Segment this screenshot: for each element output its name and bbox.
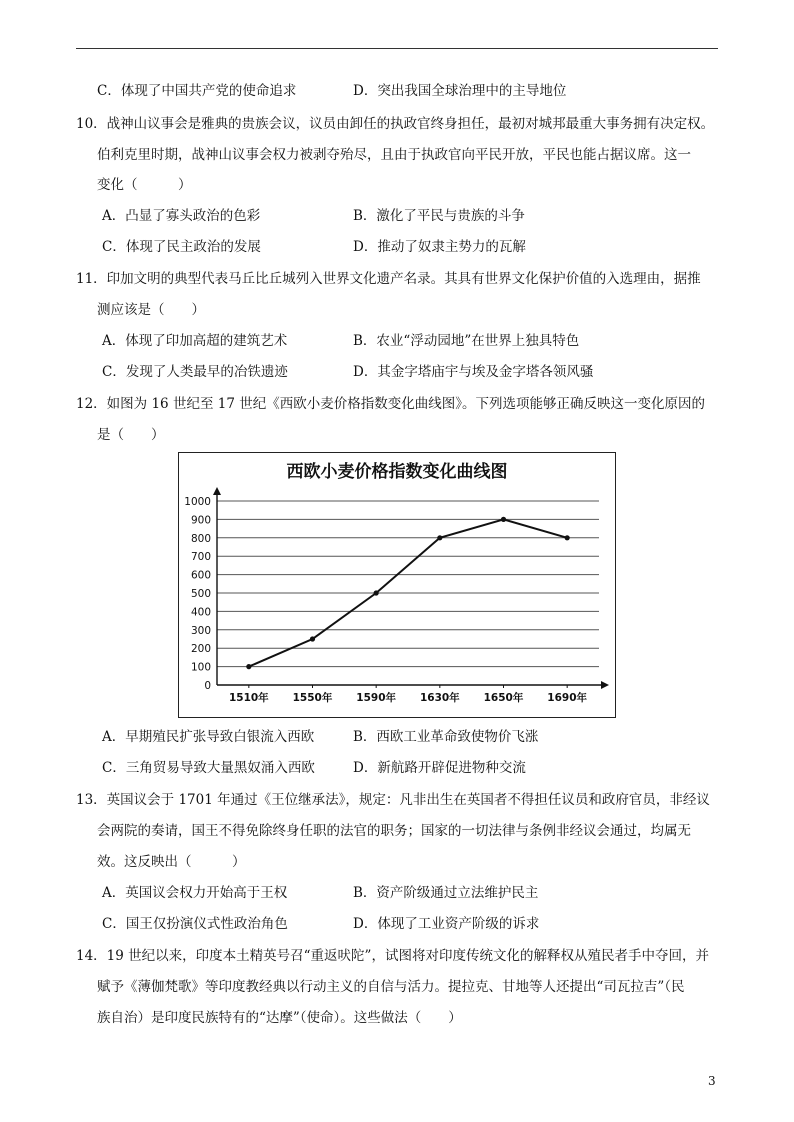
- q13-option-c: C．国王仅扮演仪式性政治角色: [102, 916, 288, 932]
- x-tick-label: 1650年: [483, 692, 524, 704]
- x-tick-label: 1690年: [547, 692, 588, 704]
- data-point: [437, 535, 442, 540]
- q13-option-b: B．资产阶级通过立法维护民主: [353, 885, 539, 901]
- q12-option-b: B．西欧工业革命致使物价飞涨: [353, 729, 539, 745]
- y-tick-label: 500: [190, 588, 211, 600]
- q12-option-c: C．三角贸易导致大量黑奴涌入西欧: [102, 760, 315, 776]
- y-tick-label: 300: [190, 624, 211, 637]
- y-tick-label: 400: [190, 606, 211, 619]
- q14-stem-line-1: 14．19 世纪以来，印度本土精英号召“重返吠陀”，试图将对印度传统文化的解释权从殖民者手中夺回，并: [76, 948, 709, 964]
- y-tick-label: 1000: [184, 496, 211, 508]
- q10-option-a: A．凸显了寡头政治的色彩: [102, 208, 261, 224]
- q10-stem-line-1: 10．战神山议事会是雅典的贵族会议，议员由卸任的执政官终身担任，最初对城邦最重大事务拥有决定权。: [76, 116, 715, 132]
- q13-option-a: A．英国议会权力开始高于王权: [102, 885, 288, 901]
- x-tick-label: 1550年: [292, 692, 333, 704]
- chart-axes: [213, 487, 609, 689]
- q10-stem-line-3: 变化（ ）: [97, 177, 192, 193]
- q9-option-c: C．体现了中国共产党的使命追求: [97, 83, 297, 99]
- data-point: [310, 636, 315, 641]
- q12-option-d: D．新航路开辟促进物种交流: [353, 760, 526, 776]
- data-point: [374, 590, 379, 595]
- q10-stem-line-2: 伯利克里时期，战神山议事会权力被剥夺殆尽，且由于执政官向平民开放，平民也能占据议席。这一: [97, 147, 691, 163]
- y-tick-label: 100: [190, 661, 211, 674]
- x-tick-label: 1510年: [228, 692, 269, 704]
- q10-option-d: D．推动了奴隶主势力的瓦解: [353, 239, 526, 255]
- y-tick-label: 700: [190, 551, 211, 564]
- q11-option-c: C．发现了人类最早的冶铁遗迹: [102, 364, 288, 380]
- q11-option-b: B．农业“浮动园地”在世界上独具特色: [353, 333, 580, 349]
- q12-option-a: A．早期殖民扩张导致白银流入西欧: [102, 729, 315, 745]
- q12-stem-line-2: 是（ ）: [97, 427, 165, 443]
- wheat-price-chart: [178, 452, 616, 718]
- q11-option-a: A．体现了印加高超的建筑艺术: [102, 333, 288, 349]
- x-tick-label: 1630年: [419, 692, 460, 704]
- q10-option-b: B．激化了平民与贵族的斗争: [353, 208, 525, 224]
- q12-stem-line-1: 12．如图为 16 世纪至 17 世纪《西欧小麦价格指数变化曲线图》。下列选项能够正确反映这一变化原因的: [76, 396, 705, 412]
- wheat-price-chart-svg: [179, 453, 615, 717]
- y-tick-label: 800: [190, 532, 211, 545]
- q13-stem-line-3: 效。这反映出（ ）: [97, 854, 246, 870]
- q13-stem-line-2: 会两院的奏请，国王不得免除终身任职的法官的职务；国家的一切法律与条例非经议会通过，均属无: [97, 823, 691, 839]
- x-tick-label: 1590年: [356, 692, 397, 704]
- data-point: [246, 664, 251, 669]
- q11-option-d: D．其金字塔庙宇与埃及金字塔各领风骚: [353, 364, 594, 380]
- q13-option-d: D．体现了工业资产阶级的诉求: [353, 916, 540, 932]
- data-point: [565, 535, 570, 540]
- q11-stem-line-2: 测应该是（ ）: [97, 302, 205, 318]
- page-number: 3: [708, 1074, 716, 1088]
- q14-stem-line-3: 族自治）是印度民族特有的“达摩”（使命）。这些做法（ ）: [97, 1010, 462, 1026]
- y-tick-label: 200: [190, 643, 211, 656]
- chart-gridlines: [217, 501, 599, 667]
- x-axis-arrow: [601, 681, 609, 689]
- q11-stem-line-1: 11．印加文明的典型代表马丘比丘城列入世界文化遗产名录。其具有世界文化保护价值的入选理由，据推: [76, 271, 701, 287]
- chart-y-tick-labels: [184, 496, 211, 692]
- q14-stem-line-2: 赋予《薄伽梵歌》等印度教经典以行动主义的自信与活力。提拉克、甘地等人还提出“司瓦拉吉”（民: [97, 979, 685, 995]
- y-tick-label: 900: [190, 514, 211, 527]
- q10-option-c: C．体现了民主政治的发展: [102, 239, 261, 255]
- data-point: [501, 517, 506, 522]
- y-tick-label: 600: [190, 569, 211, 582]
- y-axis-arrow: [213, 487, 221, 495]
- chart-x-tick-labels: [229, 691, 588, 704]
- chart-title: 西欧小麦价格指数变化曲线图: [286, 462, 508, 482]
- q9-option-d: D．突出我国全球治理中的主导地位: [353, 83, 567, 99]
- q13-stem-line-1: 13．英国议会于 1701 年通过《王位继承法》，规定：凡非出生在英国者不得担任议员和政府官员，非经议: [76, 792, 710, 808]
- y-tick-label: 0: [204, 680, 211, 692]
- header-rule: [76, 48, 718, 49]
